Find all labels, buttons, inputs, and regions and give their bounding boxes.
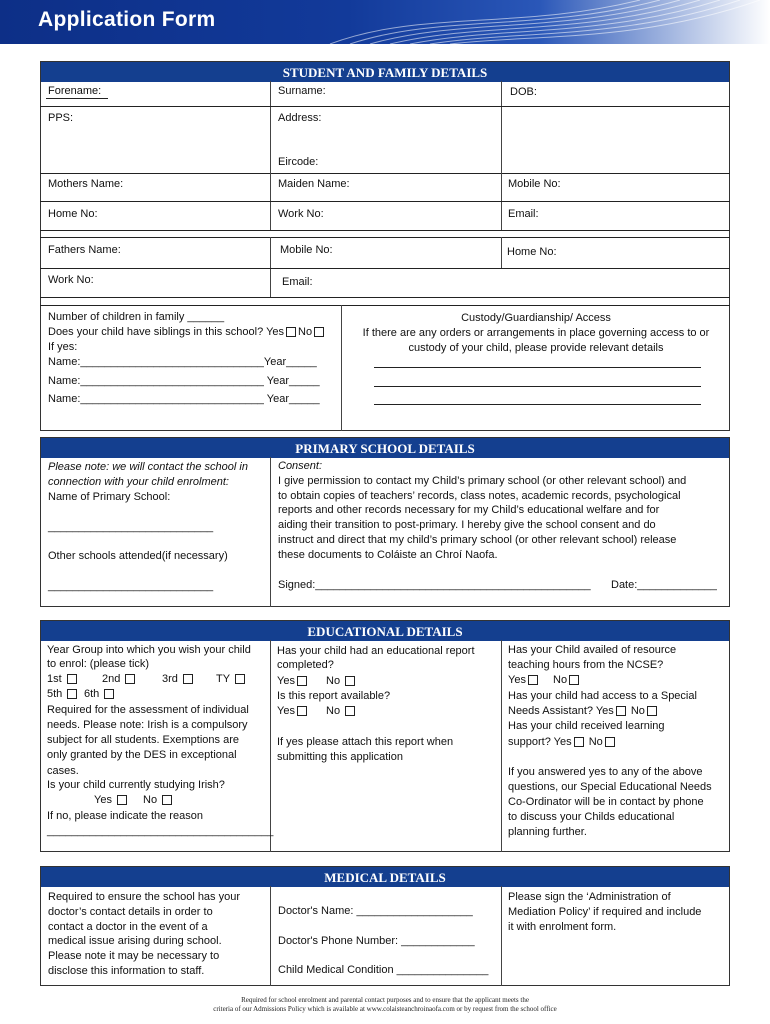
forename-underline <box>46 98 108 99</box>
student-family-heading: STUDENT AND FAMILY DETAILS <box>41 62 729 82</box>
divider <box>270 640 271 852</box>
consent-line: aiding their transition to post-primary. I hereby give the school consent and do <box>278 519 656 531</box>
learning-yes-checkbox[interactable] <box>574 737 584 747</box>
report-question-2: completed? <box>277 659 334 671</box>
divider <box>40 106 730 107</box>
medication-policy-line: Please sign the ‘Administration of <box>508 891 671 903</box>
resource-yes: Yes <box>508 673 540 687</box>
doctor-phone-field[interactable]: Doctor's Phone Number: ____________ <box>278 935 475 947</box>
siblings-yes-checkbox[interactable] <box>286 327 296 337</box>
father-home-label: Home No: <box>507 246 557 258</box>
answered-line: Co-Ordinator will be in contact by phone <box>508 796 704 808</box>
consent-line: reports and other records necessary for my Child’s educational welfare and for <box>278 504 660 516</box>
custody-text-2: custody of your child, please provide relevant details <box>408 342 664 354</box>
learning-no-checkbox[interactable] <box>605 737 615 747</box>
sna-no-checkbox[interactable] <box>647 706 657 716</box>
surname-label: Surname: <box>278 85 326 97</box>
assessment-line: Required for the assessment of individual <box>47 704 249 716</box>
available-yes: Yes <box>277 704 309 718</box>
assessment-line: subject for all students. Exemptions are <box>47 734 239 746</box>
attach-line-2: submitting this application <box>277 751 403 763</box>
sna-line-2: Needs Assistant? Yes No <box>508 704 659 718</box>
eircode-label: Eircode: <box>278 156 319 168</box>
medical-heading: MEDICAL DETAILS <box>41 867 729 887</box>
divider <box>40 297 730 298</box>
medical-required-line: disclose this information to staff. <box>48 965 205 977</box>
consent-line: instruct and direct that my child’s primary school (or other relevant school) release <box>278 534 677 546</box>
divider <box>40 201 730 202</box>
answered-line: If you answered yes to any of the above <box>508 766 703 778</box>
medical-required-line: Please note it may be necessary to <box>48 950 220 962</box>
fifth-year-checkbox[interactable] <box>67 689 77 699</box>
divider <box>501 640 502 852</box>
divider <box>40 305 730 306</box>
report-available-question: Is this report available? <box>277 690 391 702</box>
other-schools-blank[interactable]: ___________________________ <box>48 580 214 592</box>
medical-required-line: medical issue arising during school. <box>48 935 222 947</box>
resource-yes-checkbox[interactable] <box>528 675 538 685</box>
report-no: No <box>326 674 357 688</box>
fathers-name-label: Fathers Name: <box>48 244 121 256</box>
year-first: 1st <box>47 672 79 686</box>
maiden-name-label: Maiden Name: <box>278 178 350 190</box>
answered-line: planning further. <box>508 826 587 838</box>
irish-reason-blank[interactable]: _____________________________________ <box>47 825 274 837</box>
second-year-checkbox[interactable] <box>125 674 135 684</box>
forename-label: Forename: <box>48 85 102 97</box>
consent-title: Consent: <box>278 460 323 472</box>
year-group-line-2: to enrol: (please tick) <box>47 658 150 670</box>
divider <box>40 230 730 231</box>
first-year-checkbox[interactable] <box>67 674 77 684</box>
resource-line-1: Has your Child availed of resource <box>508 644 677 656</box>
mothers-name-label: Mothers Name: <box>48 178 124 190</box>
primary-school-heading: PRIMARY SCHOOL DETAILS <box>41 438 729 458</box>
year-third: 3rd <box>162 672 195 686</box>
report-question-1: Has your child had an educational report <box>277 645 475 657</box>
mother-email-label: Email: <box>508 208 539 220</box>
medical-required-line: contact a doctor in the event of a <box>48 921 208 933</box>
signed-field[interactable]: Signed:_____________________________________________ <box>278 579 591 591</box>
answered-line: questions, our Special Educational Needs <box>508 781 712 793</box>
answered-line: to discuss your Childs educational <box>508 811 675 823</box>
primary-school-name-label: Name of Primary School: <box>48 491 171 503</box>
page-title: Application Form <box>38 8 216 31</box>
divider <box>270 457 271 607</box>
year-fifth: 5th <box>47 687 79 701</box>
mother-work-label: Work No: <box>278 208 324 220</box>
assessment-line: needs. Please note: Irish is a compulsory <box>47 719 248 731</box>
medical-required-line: doctor’s contact details in order to <box>48 906 213 918</box>
primary-school-blank[interactable]: ___________________________ <box>48 521 214 533</box>
attach-line-1: If yes please attach this report when <box>277 736 454 748</box>
divider <box>40 268 730 269</box>
sna-line-1: Has your child had access to a Special <box>508 690 697 702</box>
divider <box>501 237 502 269</box>
home-no-label: Home No: <box>48 208 98 220</box>
primary-note-1: Please note: we will contact the school in <box>48 461 248 473</box>
consent-line: to obtain copies of teachers’ records, class notes, academic records, psychological <box>278 490 681 502</box>
if-yes-label: If yes: <box>48 341 78 353</box>
dob-label: DOB: <box>510 86 537 98</box>
resource-line-2: teaching hours from the NCSE? <box>508 659 664 671</box>
father-email-label: Email: <box>282 276 313 288</box>
third-year-checkbox[interactable] <box>183 674 193 684</box>
available-no-checkbox[interactable] <box>345 706 355 716</box>
irish-yes-checkbox[interactable] <box>117 795 127 805</box>
children-count-label: Number of children in family ______ <box>48 311 225 323</box>
other-schools-label: Other schools attended(if necessary) <box>48 550 228 562</box>
year-second: 2nd <box>102 672 137 686</box>
siblings-question: Does your child have siblings in this school? Yes No <box>48 325 326 339</box>
irish-no-checkbox[interactable] <box>162 795 172 805</box>
doctor-name-field[interactable]: Doctor's Name: ___________________ <box>278 905 473 917</box>
irish-question: Is your child currently studying Irish? <box>47 779 225 791</box>
educational-heading: EDUCATIONAL DETAILS <box>41 621 729 641</box>
available-no: No <box>326 704 357 718</box>
primary-note-2: connection with your child enrolment: <box>48 476 229 488</box>
available-yes-checkbox[interactable] <box>297 706 307 716</box>
consent-line: I give permission to contact my Child’s primary school (or other relevant school) and <box>278 475 687 487</box>
custody-line-1[interactable] <box>374 367 701 368</box>
sibling-name-3: Name:______________________________ Year_____ <box>48 393 320 405</box>
footer-line-1: Required for school enrolment and parental contact purposes and to ensure that the applicant meets the <box>241 996 529 1004</box>
date-field[interactable]: Date:_____________ <box>611 579 717 591</box>
year-ty: TY <box>216 672 247 686</box>
address-label: Address: <box>278 112 322 124</box>
footer-line-2: criteria of our Admissions Policy which is available at www.colaisteanchroinaofa.com or by request from the school office <box>213 1005 557 1013</box>
assessment-line: cases. <box>47 765 79 777</box>
irish-yes: Yes <box>94 793 129 807</box>
custody-line-3[interactable] <box>374 404 701 405</box>
sibling-name-1: Name:______________________________Year_____ <box>48 356 317 368</box>
father-mobile-label: Mobile No: <box>280 244 333 256</box>
siblings-no-checkbox[interactable] <box>314 327 324 337</box>
divider <box>40 173 730 174</box>
year-sixth: 6th <box>84 687 116 701</box>
custody-text-1: If there are any orders or arrangements in place governing access to or <box>362 327 710 339</box>
medication-policy-line: it with enrolment form. <box>508 921 617 933</box>
custody-title: Custody/Guardianship/ Access <box>461 312 611 324</box>
irish-no: No <box>143 793 174 807</box>
assessment-line: only granted by the DES in exceptional <box>47 749 237 761</box>
divider <box>270 81 271 173</box>
resource-no: No <box>553 673 581 687</box>
header-banner <box>0 0 770 44</box>
divider <box>40 237 730 238</box>
resource-no-checkbox[interactable] <box>569 675 579 685</box>
divider <box>501 81 502 173</box>
medical-condition-field[interactable]: Child Medical Condition _______________ <box>278 964 489 976</box>
medication-policy-line: Mediation Policy’ if required and include <box>508 906 702 918</box>
report-no-checkbox[interactable] <box>345 676 355 686</box>
divider <box>501 886 502 986</box>
pps-label: PPS: <box>48 112 74 124</box>
sixth-year-checkbox[interactable] <box>104 689 114 699</box>
report-yes-checkbox[interactable] <box>297 676 307 686</box>
report-yes: Yes <box>277 674 309 688</box>
if-no-label: If no, please indicate the reason <box>47 810 203 822</box>
learning-line-1: Has your child received learning <box>508 720 665 732</box>
ty-checkbox[interactable] <box>235 674 245 684</box>
mother-mobile-label: Mobile No: <box>508 178 561 190</box>
year-group-line-1: Year Group into which you wish your child <box>47 644 251 656</box>
medical-required-line: Required to ensure the school has your <box>48 891 241 903</box>
consent-line: these documents to Coláiste an Chroí Naofa. <box>278 549 498 561</box>
father-work-label: Work No: <box>48 274 94 286</box>
custody-line-2[interactable] <box>374 386 701 387</box>
learning-line-2: support? Yes No <box>508 735 617 749</box>
sibling-name-2: Name:______________________________ Year_____ <box>48 375 320 387</box>
sna-yes-checkbox[interactable] <box>616 706 626 716</box>
divider <box>270 886 271 986</box>
